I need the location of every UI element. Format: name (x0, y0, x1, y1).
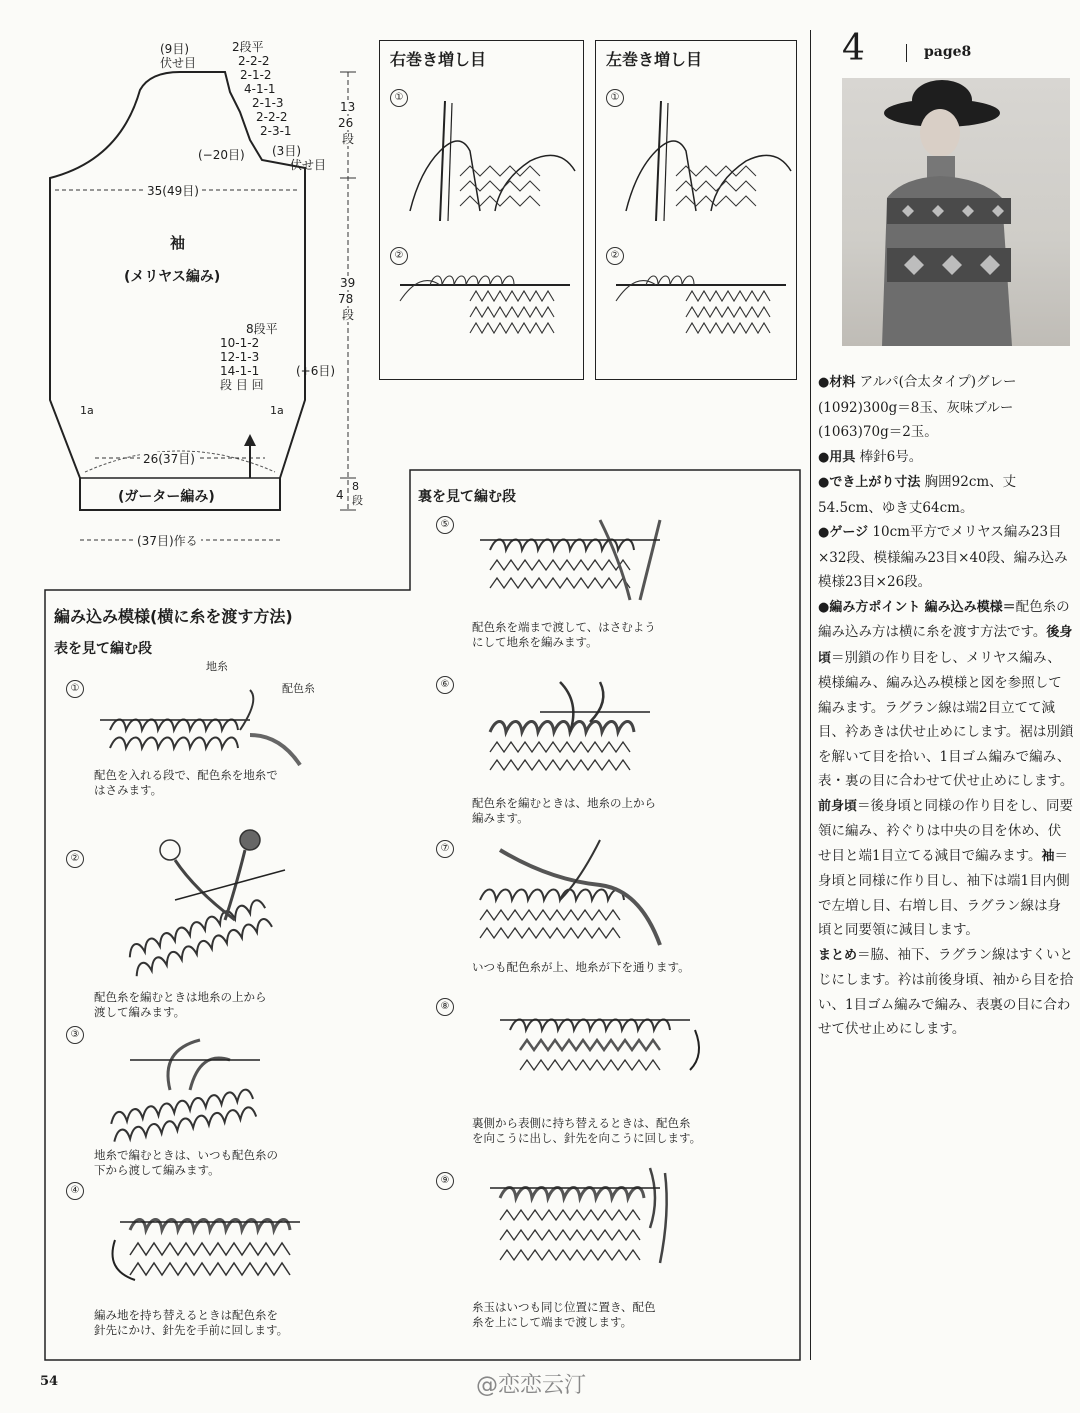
cap-row: 2段平 (232, 40, 264, 54)
step-number: ② (606, 247, 624, 265)
rows-unit: 段 (352, 494, 363, 507)
cap-side-stitches: (3目) (272, 144, 301, 158)
cap-height-cm: 13 (340, 100, 356, 114)
contrast-yarn-label: 配色糸 (282, 682, 315, 695)
body-height-cm: 39 (340, 276, 356, 290)
back-side-heading: 裏を見て編む段 (418, 489, 516, 505)
sleeve-name: 袖 (170, 234, 186, 252)
watermark: @恋恋云汀 (476, 1373, 587, 1398)
sleeve-top-width: 35(49目) (144, 184, 202, 198)
body-height-rows: 78 (338, 292, 354, 306)
header-divider (906, 44, 907, 62)
front-label: 前身頃 (818, 798, 858, 814)
step-number: ④ (66, 1182, 84, 1200)
step2-illustration (115, 830, 295, 990)
step8-illustration (490, 1000, 710, 1110)
cap-row: 2-1-2 (240, 68, 272, 82)
inc-row: 8段平 (246, 322, 278, 336)
step-number: ⑦ (436, 840, 454, 858)
sleeve-bottom-width: 26(37目) (140, 452, 198, 466)
step-caption: 地糸で編むときは、いつも配色糸の 下から渡して編みます。 (94, 1148, 278, 1177)
gauge-label: ●ゲージ (818, 525, 869, 540)
step-number: ⑤ (436, 516, 454, 534)
step7-illustration (470, 840, 680, 950)
step-caption: 配色糸を端まで渡して、はさむよう にして地糸を編みます。 (472, 620, 656, 649)
step-number: ② (390, 247, 408, 265)
points-intro-label: 編み込み模様＝ (924, 599, 1016, 615)
inc-row: 14-1-1 (220, 364, 260, 378)
points-intro-text: 配色糸の編み込み方は横に糸を渡す方法です。 (818, 598, 1070, 640)
materials-label: ●材料 (818, 375, 856, 390)
finishing (818, 943, 1074, 1042)
size-text: 胸囲92cm、丈54.5cm、ゆき丈64cm。 (818, 474, 1017, 516)
top-stitches: (9目) (160, 42, 189, 56)
inc-row: 10-1-2 (220, 336, 260, 350)
finish-label: まとめ (818, 947, 858, 963)
knitting-points (818, 595, 1074, 943)
step-caption: いつも配色糸が上、地糸が下を通ります。 (472, 960, 690, 974)
increase-total: (+6目) (296, 364, 336, 378)
cap-row: 2-2-2 (256, 110, 288, 124)
step-number: ② (66, 850, 84, 868)
inc-row: 12-1-3 (220, 350, 260, 364)
cap-row: 2-2-2 (238, 54, 270, 68)
main-yarn-label: 地糸 (206, 660, 228, 673)
step1-illustration (100, 690, 300, 770)
step-caption: 配色糸を編むときは、地糸の上から 編みます。 (472, 796, 656, 825)
page-number: 54 (40, 1374, 59, 1389)
step-caption: 配色を入れる段で、配色糸を地糸で はさみます。 (94, 768, 278, 797)
step-number: ① (66, 680, 84, 698)
sleeve-stitch: (メリヤス編み) (124, 269, 221, 285)
step6-illustration (480, 672, 670, 782)
gauge-text: 10cm平方でメリヤス編み23目×32段、模様編み23目×40段、編み込み模様23目×26段。 (818, 524, 1068, 590)
step9-illustration (490, 1168, 690, 1278)
sleeve-text: ＝身頃と同様に作り目し、袖下は端1目内側で左増し目、右増し目、ラグラン線は身頃と同要領に減目します。 (818, 847, 1070, 938)
edge-mark-right: 1a (270, 404, 284, 417)
step4-illustration (100, 1200, 310, 1300)
rows-unit: 段 (342, 132, 355, 146)
size-label: ●でき上がり寸法 (818, 475, 921, 490)
step-caption: 編み地を持ち替えるときは配色糸を 針先にかけ、針先を手前に回します。 (94, 1308, 289, 1337)
top-bindoff: 伏せ目 (160, 56, 197, 70)
edge-height-rows: 8 (352, 480, 359, 493)
back-label: 後身頃 (818, 625, 1073, 666)
column-divider (810, 30, 811, 1360)
step-number: ⑧ (436, 998, 454, 1016)
left-increase-title: 左巻き増し目 (606, 50, 703, 69)
edge-stitch: (ガーター編み) (118, 489, 215, 505)
tools (818, 445, 1074, 471)
step-number: ⑥ (436, 676, 454, 694)
cap-row: 2-3-1 (260, 124, 292, 138)
step-number: ⑨ (436, 1172, 454, 1190)
materials-text: アルパ(合太タイプ)グレー(1092)300g＝8玉、灰味ブルー(1063)70g＝2玉。 (818, 374, 1017, 440)
step5-illustration (480, 520, 670, 610)
cap-row: 4-1-1 (244, 82, 276, 96)
pattern-number: 4 (842, 28, 865, 69)
step-number: ① (606, 89, 624, 107)
tools-label: ●用具 (818, 449, 856, 465)
edge-height-cm: 4 (336, 488, 344, 502)
cap-side-bindoff: 伏せ目 (290, 158, 327, 172)
cap-row: 2-1-3 (252, 96, 284, 110)
model-photo (842, 78, 1070, 346)
cast-on-label: (37目)作る (134, 534, 201, 548)
step-number: ① (390, 89, 408, 107)
right-increase-title: 右巻き増し目 (390, 50, 487, 69)
points-label: ●編み方ポイント (818, 599, 921, 615)
intarsia-title: 編み込み模様(横に糸を渡す方法) (54, 607, 293, 626)
inc-row: 段 目 回 (220, 378, 264, 392)
back-text: ＝別鎖の作り目をし、メリヤス編み、模様編み、編み込み模様と図を参照して編みます。ラグラン線は端2目立てて減目、衿あきは伏せ止めにします。裾は別鎖を解いて目を拾い、1目ゴム編みで編み、表・裏の目に合わせて伏せ止めにします。 (818, 649, 1074, 789)
model-illustration (842, 78, 1070, 346)
step-caption: 裏側から表側に持ち替えるときは、配色糸 を向こうに出し、針先を向こうに回します。 (472, 1116, 702, 1145)
step-caption: 配色糸を編むときは地糸の上から 渡して編みます。 (94, 990, 267, 1019)
instructions (818, 370, 1074, 1042)
tools-text: 棒針6号。 (859, 448, 923, 465)
front-side-heading: 表を見て編む段 (54, 641, 152, 657)
step-caption: 糸玉はいつも同じ位置に置き、配色 糸を上にして端まで渡します。 (472, 1300, 656, 1329)
sleeve-label: 袖 (1041, 848, 1055, 864)
step-number: ③ (66, 1026, 84, 1044)
step3-illustration (100, 1030, 280, 1140)
finish-text: ＝脇、袖下、ラグラン線はすくいとじにします。衿は前後身頃、袖から目を拾い、1目ゴム編みで編み、表裏の目に合わせて伏せ止めにします。 (818, 946, 1074, 1037)
page-reference: page8 (924, 44, 972, 60)
finished-size (818, 470, 1074, 520)
rows-unit: 段 (342, 308, 355, 322)
front-text: ＝後身頃と同様の作り目をし、同要領に編み、衿ぐりは中央の目を休め、伏せ目と端1目立てる減目で編みます。 (818, 797, 1074, 864)
edge-mark-left: 1a (80, 404, 94, 417)
cap-decrease-total: (−20目) (198, 148, 245, 162)
materials (818, 370, 1074, 445)
gauge (818, 520, 1074, 595)
cap-height-rows: 26 (338, 116, 354, 130)
